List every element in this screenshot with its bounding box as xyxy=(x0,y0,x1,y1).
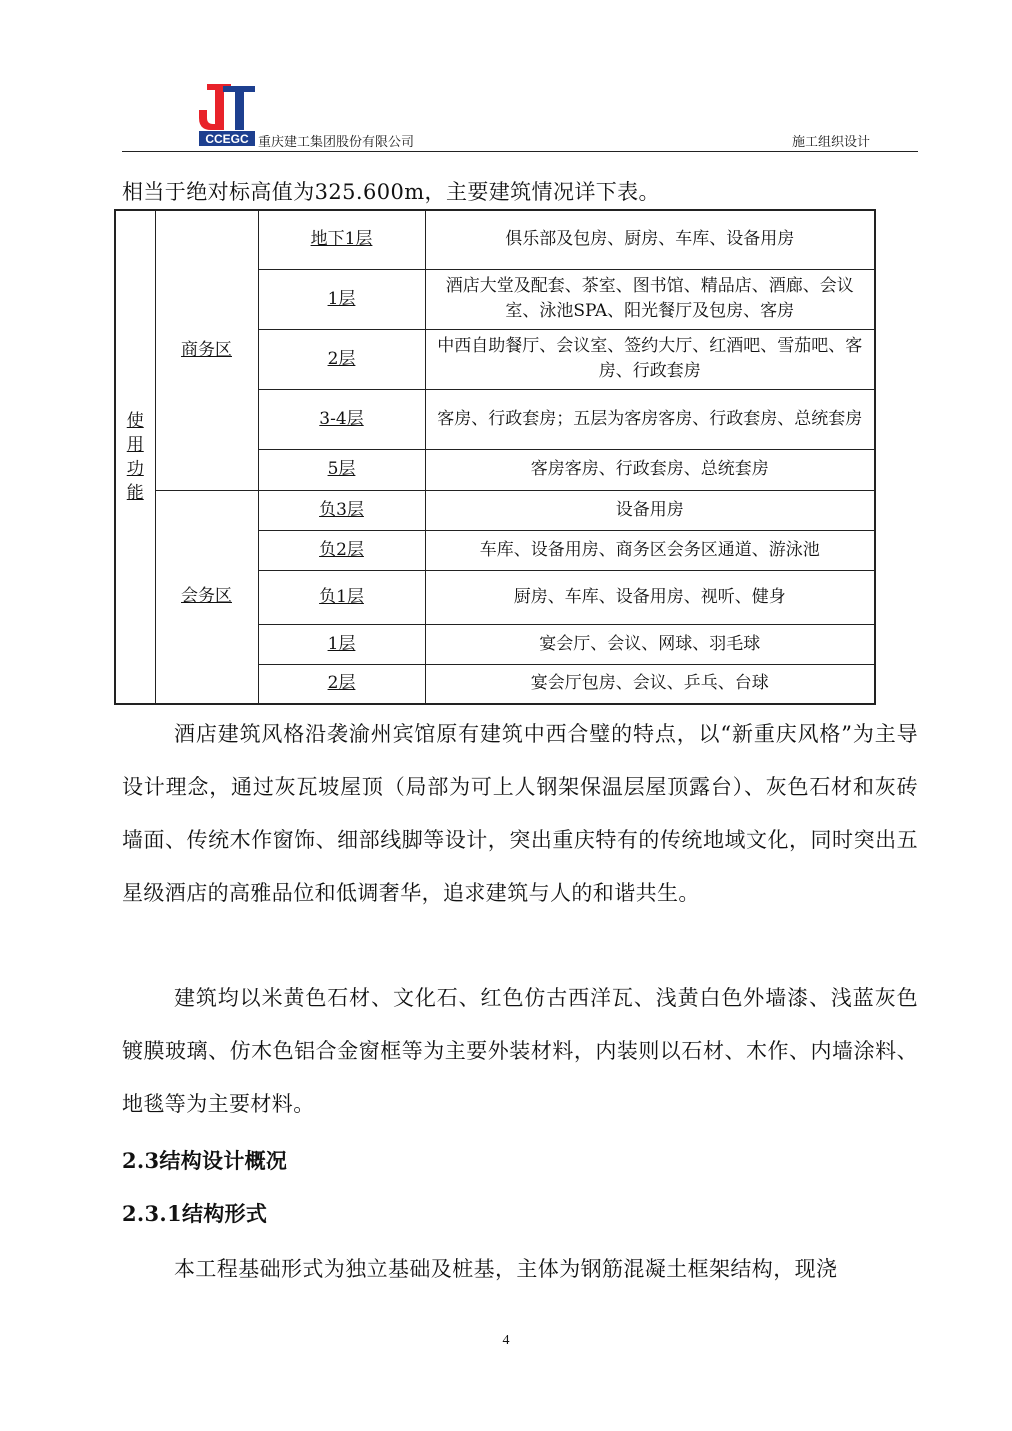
floor-cell: 2层 xyxy=(258,329,425,389)
intro-line: 相当于绝对标高值为325.600m，主要建筑情况详下表。 xyxy=(122,180,660,204)
subsection-heading: 2.3.1结构形式 xyxy=(122,1201,268,1226)
use-cell: 宴会厅包房、会议、乒乓、台球 xyxy=(425,664,875,704)
zone-label: 商务区 xyxy=(181,339,232,360)
header-divider xyxy=(122,151,918,152)
floor-cell: 负3层 xyxy=(258,490,425,530)
zone-cell xyxy=(155,210,258,490)
use-cell: 酒店大堂及配套、茶室、图书馆、精品店、酒廊、会议室、泳池SPA、阳光餐厅及包房、客房 xyxy=(425,269,875,329)
floor-cell: 5层 xyxy=(258,449,425,490)
page-number: 4 xyxy=(502,1333,510,1348)
use-cell: 俱乐部及包房、厨房、车库、设备用房 xyxy=(425,210,875,269)
floor-cell: 1层 xyxy=(258,624,425,664)
structure-text: 本工程基础形式为独立基础及桩基，主体为钢筋混凝土框架结构，现浇 xyxy=(174,1257,838,1281)
category-cell xyxy=(115,210,155,704)
use-cell: 车库、设备用房、商务区会务区通道、游泳池 xyxy=(425,530,875,570)
table-row xyxy=(115,490,875,530)
floor-cell: 负1层 xyxy=(258,570,425,624)
zone-cell xyxy=(155,490,258,704)
table-row xyxy=(115,210,875,269)
floor-cell: 地下1层 xyxy=(258,210,425,269)
floor-cell: 1层 xyxy=(258,269,425,329)
use-cell: 厨房、车库、设备用房、视听、健身 xyxy=(425,570,875,624)
logo-text: CCEGC xyxy=(205,132,249,146)
use-cell: 客房、行政套房；五层为客房客房、行政套房、总统套房 xyxy=(425,389,875,449)
section-heading: 2.3结构设计概况 xyxy=(122,1148,288,1173)
company-logo xyxy=(199,84,255,146)
use-cell: 宴会厅、会议、网球、羽毛球 xyxy=(425,624,875,664)
zone-label: 会务区 xyxy=(181,586,232,607)
floor-cell: 负2层 xyxy=(258,530,425,570)
paragraph-materials: 建筑均以米黄色石材、文化石、红色仿古西洋瓦、浅黄白色外墙漆、浅蓝灰色镀膜玻璃、仿木色铝合金窗框等为主要外装材料，内装则以石材、木作、内墙涂料、地毯等为主要材料。 xyxy=(122,986,918,1116)
document-type: 施工组织设计 xyxy=(792,135,871,150)
floor-cell: 2层 xyxy=(258,664,425,704)
company-name: 重庆建工集团股份有限公司 xyxy=(258,135,415,150)
building-function-table xyxy=(114,209,876,705)
use-cell: 客房客房、行政套房、总统套房 xyxy=(425,449,875,490)
floor-cell: 3-4层 xyxy=(258,389,425,449)
category-label: 使用功能 xyxy=(126,410,144,503)
use-cell: 中西自助餐厅、会议室、签约大厅、红酒吧、雪茄吧、客房、行政套房 xyxy=(425,329,875,389)
paragraph-style: 酒店建筑风格沿袭渝州宾馆原有建筑中西合璧的特点，以“新重庆风格”为主导设计理念，通过灰瓦坡屋顶（局部为可上人钢架保温层屋顶露台）、灰色石材和灰砖墙面、传统木作窗饰、细部线脚等设计，突出重庆特有的传统地域文化，同时突出五星级酒店的高雅品位和低调奢华，追求建筑与人的和谐共生。 xyxy=(122,722,918,905)
use-cell: 设备用房 xyxy=(425,490,875,530)
